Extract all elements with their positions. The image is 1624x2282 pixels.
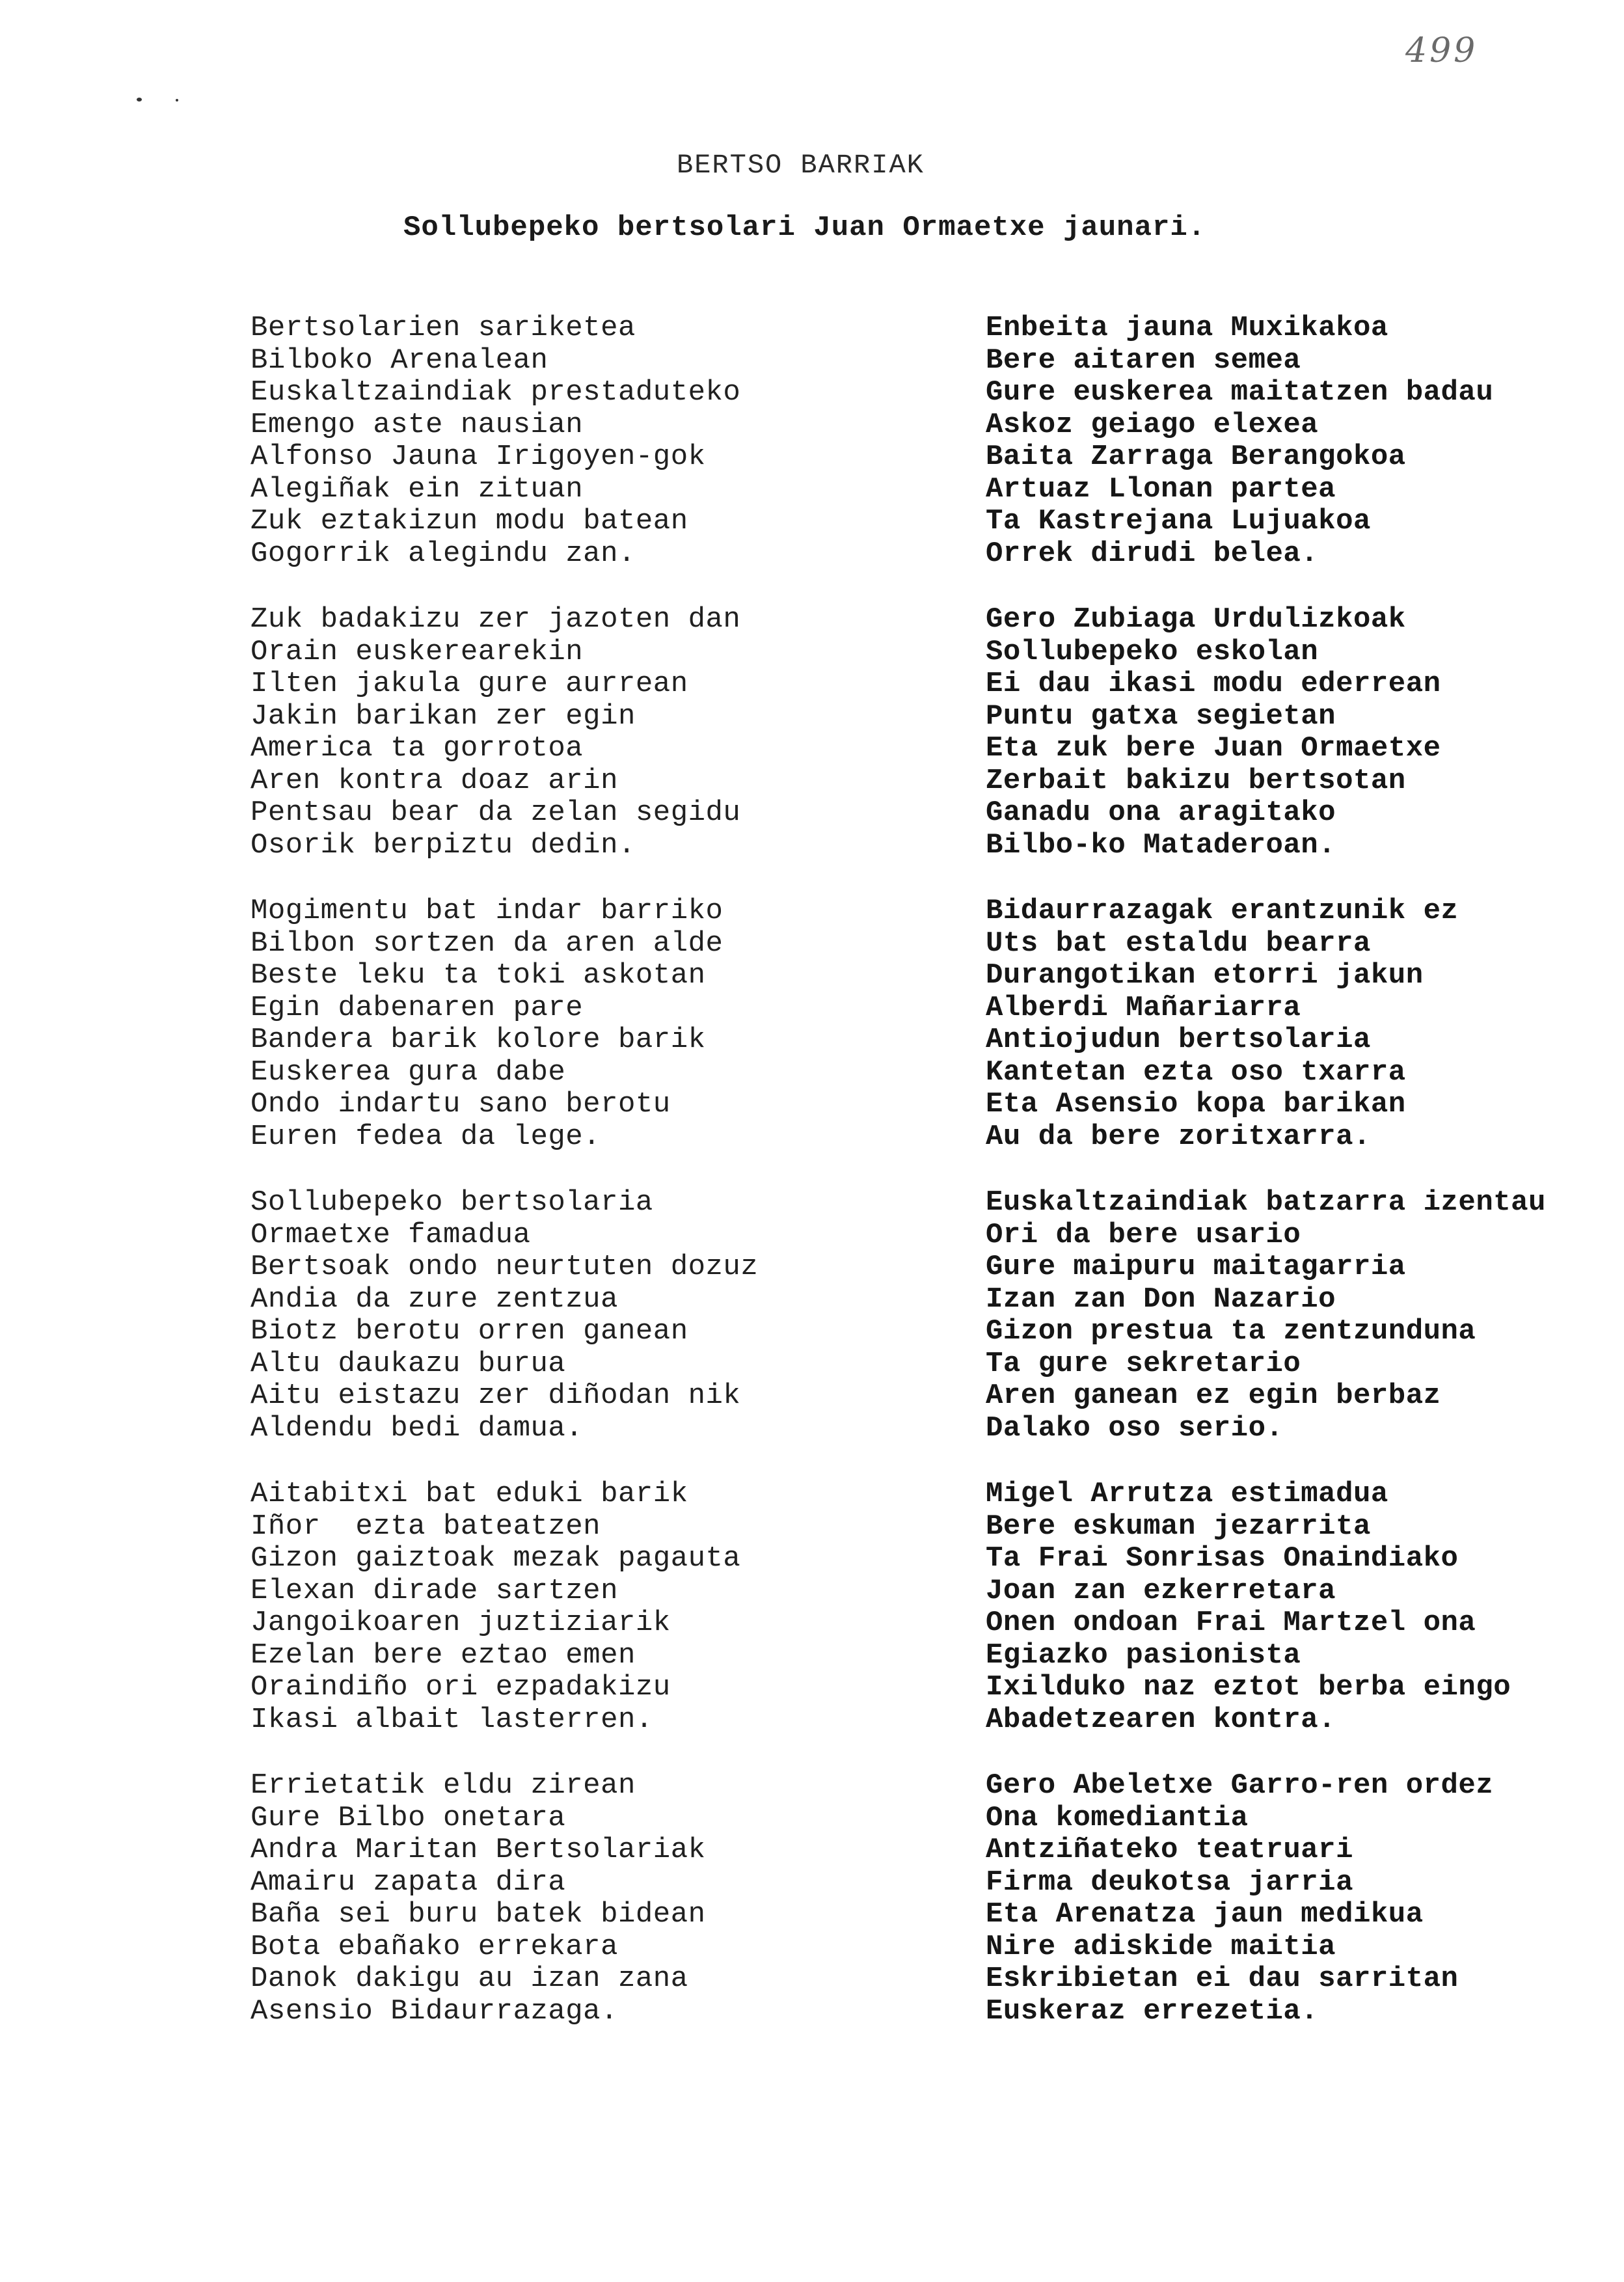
stanza — [986, 895, 1624, 1153]
verse-line: Biotz berotu orren ganean — [250, 1315, 688, 1348]
verse-line: Pentsau bear da zelan segidu — [250, 796, 741, 829]
verse-line: Egin dabenaren pare — [250, 991, 584, 1024]
verse-line: Andra Maritan Bertsolariak — [250, 1834, 706, 1866]
verse-line: Altu daukazu burua — [250, 1347, 566, 1380]
verse-line: Baita Zarraga Berangokoa — [986, 441, 1406, 473]
verse-line: Ta gure sekretario — [986, 1347, 1301, 1380]
verse-line: Alegiñak ein zituan — [250, 472, 584, 506]
verse-line: Zerbait bakizu bertsotan — [986, 764, 1406, 797]
verse-line: Orain euskerearekin — [250, 635, 584, 668]
verse-line: Joan zan ezkerretara — [986, 1574, 1336, 1607]
verse-line: Uts bat estaldu bearra — [986, 927, 1371, 960]
verse-line: Euskerea gura dabe — [250, 1055, 566, 1089]
verse-line: Euren fedea da lege. — [250, 1120, 601, 1153]
verse-line: Danok dakigu au izan zana — [250, 1963, 688, 1995]
stanza — [986, 604, 1624, 862]
stanza — [250, 1187, 1005, 1445]
verse-line: Zuk badakizu zer jazoten dan — [250, 603, 741, 636]
verse-line: Ei dau ikasi modu ederrean — [986, 668, 1441, 700]
verse-line: Eta zuk bere Juan Ormaetxe — [986, 732, 1441, 765]
verse-line: Zuk eztakizun modu batean — [250, 505, 688, 537]
verse-line: Aitu eistazu zer diñodan nik — [250, 1379, 741, 1412]
verse-line: Ta Frai Sonrisas Onaindiako — [986, 1542, 1459, 1575]
verse-line: Ona komediantia — [986, 1801, 1249, 1834]
stanza — [250, 604, 1005, 862]
left-column — [250, 312, 1005, 2061]
verse-line: Bandera barik kolore barik — [250, 1024, 706, 1056]
verse-line: Alberdi Mañariarra — [986, 991, 1301, 1024]
verse-line: Euskeraz errezetia. — [986, 1994, 1319, 2028]
verse-line: Ilten jakula gure aurrean — [250, 668, 688, 700]
verse-line: Durangotikan etorri jakun — [986, 959, 1424, 992]
page-title: BERTSO BARRIAK — [677, 150, 925, 181]
verse-line: Alfonso Jauna Irigoyen-gok — [250, 441, 706, 473]
verse-line: Izan zan Don Nazario — [986, 1283, 1336, 1316]
verse-line: Au da bere zoritxarra. — [986, 1120, 1371, 1153]
stanza — [986, 1478, 1624, 1736]
verse-line: Baña sei buru batek bidean — [250, 1898, 706, 1931]
verse-line: Orrek dirudi belea. — [986, 537, 1319, 570]
verse-line: Ganadu ona aragitako — [986, 796, 1336, 829]
verse-line: Kantetan ezta oso txarra — [986, 1055, 1406, 1089]
verse-line: Elexan dirade sartzen — [250, 1574, 618, 1607]
verse-line: Migel Arrutza estimadua — [986, 1478, 1388, 1510]
verse-line: Aren kontra doaz arin — [250, 764, 618, 797]
verse-line: Gure Bilbo onetara — [250, 1801, 566, 1834]
scan-speck — [176, 99, 178, 102]
scan-speck — [137, 98, 142, 102]
verse-line: Bilboko Arenalean — [250, 344, 548, 377]
verse-line: Bere eskuman jezarrita — [986, 1510, 1371, 1543]
verse-line: Ori da bere usario — [986, 1218, 1301, 1251]
verse-line: Jangoikoaren juztiziarik — [250, 1607, 671, 1639]
verse-line: Ormaetxe famadua — [250, 1218, 531, 1251]
verse-line: Mogimentu bat indar barriko — [250, 895, 724, 927]
verse-line: Nire adiskide maitia — [986, 1930, 1336, 1963]
verse-line: Ta Kastrejana Lujuakoa — [986, 505, 1371, 537]
verse-line: Emengo aste nausian — [250, 408, 584, 441]
verse-line: Onen ondoan Frai Martzel ona — [986, 1607, 1476, 1639]
verse-line: Errietatik eldu zirean — [250, 1769, 636, 1802]
verse-line: Bilbo-ko Mataderoan. — [986, 828, 1336, 862]
verse-line: Gogorrik alegindu zan. — [250, 537, 636, 570]
verse-line: Dalako oso serio. — [986, 1411, 1284, 1445]
verse-line: Egiazko pasionista — [986, 1638, 1301, 1672]
stanza — [250, 1770, 1005, 2028]
verse-line: Iñor ezta bateatzen — [250, 1510, 601, 1543]
stanza — [250, 895, 1005, 1153]
verse-line: Firma deukotsa jarria — [986, 1866, 1353, 1899]
stanza — [986, 312, 1624, 570]
verse-line: Eta Asensio kopa barikan — [986, 1088, 1406, 1121]
verse-line: Ezelan bere eztao emen — [250, 1638, 636, 1672]
verse-line: Artuaz Llonan partea — [986, 472, 1336, 506]
verse-line: Ixilduko naz eztot berba eingo — [986, 1671, 1511, 1704]
verse-line: Euskaltzaindiak batzarra izentau — [986, 1186, 1546, 1219]
verse-line: Abadetzearen kontra. — [986, 1703, 1336, 1736]
verse-line: Ikasi albait lasterren. — [250, 1703, 653, 1736]
verse-line: Bere aitaren semea — [986, 344, 1301, 377]
verse-line: Antziñateko teatruari — [986, 1834, 1353, 1866]
verse-line: Gizon prestua ta zentzunduna — [986, 1315, 1476, 1348]
verse-line: Andia da zure zentzua — [250, 1283, 618, 1316]
verse-line: Aren ganean ez egin berbaz — [986, 1379, 1441, 1412]
page-number: 499 — [1405, 31, 1478, 70]
verse-line: Askoz geiago elexea — [986, 408, 1319, 441]
verse-line: Eskribietan ei dau sarritan — [986, 1963, 1459, 1995]
verse-line: Aldendu bedi damua. — [250, 1411, 584, 1445]
verse-line: Bertsolarien sariketea — [250, 312, 636, 344]
verse-line: Ondo indartu sano berotu — [250, 1088, 671, 1121]
verse-line: Puntu gatxa segietan — [986, 700, 1336, 733]
verse-line: Aitabitxi bat eduki barik — [250, 1478, 688, 1510]
verse-line: Sollubepeko bertsolaria — [250, 1186, 653, 1219]
right-column — [986, 312, 1624, 2061]
verse-line: Gure maipuru maitagarria — [986, 1251, 1406, 1283]
verse-line: Gero Abeletxe Garro-ren ordez — [986, 1769, 1494, 1802]
stanza — [250, 1478, 1005, 1736]
verse-line: Bilbon sortzen da aren alde — [250, 927, 724, 960]
verse-line: Amairu zapata dira — [250, 1866, 566, 1899]
verse-line: Gero Zubiaga Urdulizkoak — [986, 603, 1406, 636]
verse-line: Osorik berpiztu dedin. — [250, 828, 636, 862]
stanza — [986, 1187, 1624, 1445]
verse-line: Gizon gaiztoak mezak pagauta — [250, 1542, 741, 1575]
verse-line: Gure euskerea maitatzen badau — [986, 376, 1494, 409]
verse-line: Bertsoak ondo neurtuten dozuz — [250, 1251, 759, 1283]
page-subtitle: Sollubepeko bertsolari Juan Ormaetxe jaunari. — [403, 211, 1206, 244]
verse-line: Bidaurrazagak erantzunik ez — [986, 895, 1459, 927]
stanza — [250, 312, 1005, 570]
verse-line: Beste leku ta toki askotan — [250, 959, 706, 992]
verse-line: Asensio Bidaurrazaga. — [250, 1994, 618, 2028]
verse-line: Sollubepeko eskolan — [986, 635, 1319, 668]
verse-line: Jakin barikan zer egin — [250, 700, 636, 733]
verse-line: Oraindiño ori ezpadakizu — [250, 1671, 671, 1704]
verse-line: Eta Arenatza jaun medikua — [986, 1898, 1424, 1931]
verse-line: America ta gorrotoa — [250, 732, 584, 765]
verse-line: Euskaltzaindiak prestaduteko — [250, 376, 741, 409]
verse-line: Bota ebañako errekara — [250, 1930, 618, 1963]
verse-line: Enbeita jauna Muxikakoa — [986, 312, 1388, 344]
stanza — [986, 1770, 1624, 2028]
verse-line: Antiojudun bertsolaria — [986, 1024, 1371, 1056]
